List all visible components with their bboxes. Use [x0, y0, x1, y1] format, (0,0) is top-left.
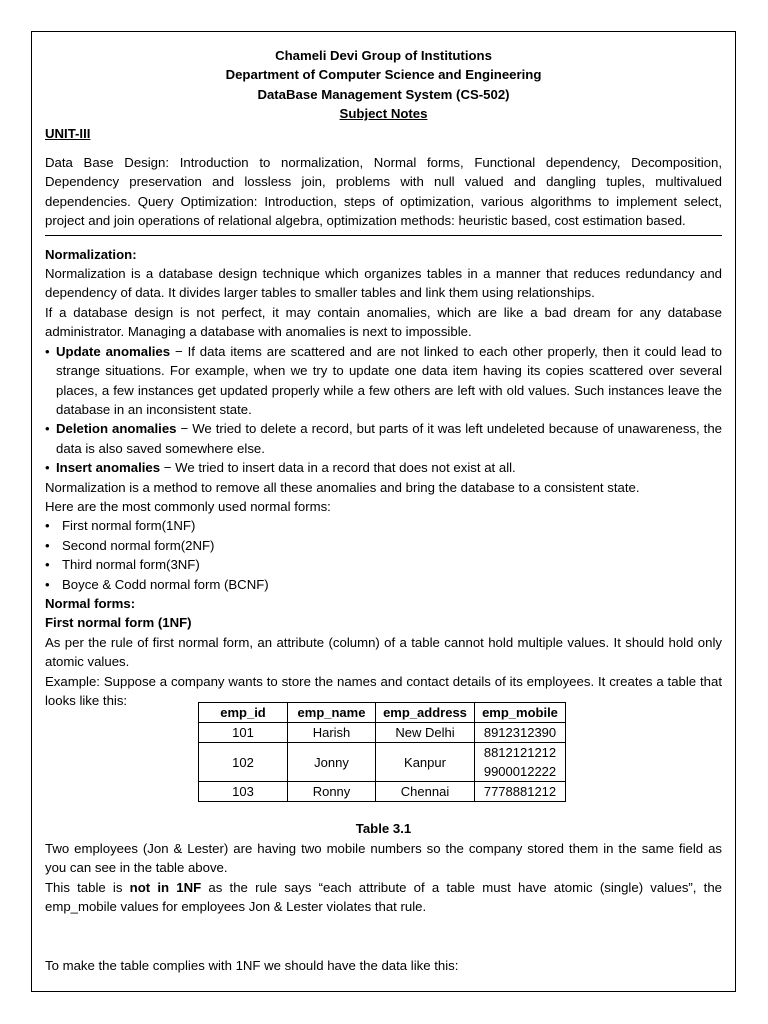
- normal-forms-intro: Here are the most commonly used normal forms:: [45, 498, 331, 514]
- first-nf-heading: First normal form (1NF): [45, 615, 192, 631]
- normal-form-item: • Boyce & Codd normal form (BCNF): [45, 575, 722, 594]
- normalization-intro: Normalization is a database design technique which organizes tables in a manner that reduces redundancy and dependency of data. It divides larger tables to smaller tables and link them using relationships.: [45, 266, 722, 301]
- text-fragment: This table is: [45, 879, 130, 895]
- normal-forms-heading: Normal forms:: [45, 595, 136, 611]
- document-content: [45, 46, 722, 976]
- anomaly-term: Update anomalies: [56, 343, 171, 359]
- mobile-number: 9900012222: [483, 764, 557, 780]
- table-row: [199, 743, 566, 782]
- not-1nf-paragraph: [45, 878, 722, 917]
- table-cell: Kanpur: [376, 743, 475, 782]
- normalization-heading: Normalization:: [45, 246, 137, 262]
- table-cell: 103: [199, 782, 288, 802]
- table-explanation: Two employees (Jon & Lester) are having two mobile numbers so the company stored them in the same field as you can see in the table above.: [45, 840, 722, 876]
- subject-notes-title: Subject Notes: [339, 106, 428, 122]
- anomaly-term: Deletion anomalies: [56, 421, 177, 437]
- normal-form-item: • First normal form(1NF): [45, 516, 722, 535]
- normalization-purpose: Normalization is a method to remove all these anomalies and bring the database to a consistent state.: [45, 479, 640, 495]
- anomaly-term: Insert anomalies: [56, 460, 161, 476]
- normal-form-item: • Second normal form(2NF): [45, 536, 722, 555]
- text-fragment: as the rule says “each attribute of a table must have atomic (single) values”, the emp_mobile values for employees Jon & Lester violates that rule.: [45, 879, 723, 915]
- anomaly-text: − If data items are scattered and are not linked to each other properly, then it could lead to strange situations. For example, when we try to update one data item having its copies scattered over several places, a few instances get updated properly while a few others are left with old values. Such instances leave the database in an inconsistent state.: [56, 343, 722, 417]
- table-row: [199, 782, 566, 802]
- table-cell: 8912312390: [475, 723, 566, 743]
- mobile-number: 8812121212: [483, 745, 557, 761]
- table-cell: 7778881212: [475, 782, 566, 802]
- unit-heading: UNIT-III: [45, 125, 91, 141]
- institution-name: Chameli Devi Group of Institutions: [275, 48, 492, 63]
- column-header: emp_id: [199, 703, 288, 723]
- table-cell: Chennai: [376, 782, 475, 802]
- employee-table: [198, 702, 566, 802]
- anomaly-item-insert: [45, 458, 722, 477]
- comply-1nf-paragraph: To make the table complies with 1NF we should have the data like this:: [45, 958, 459, 974]
- table-header-row: [199, 703, 566, 723]
- table-caption: Table 3.1: [355, 821, 412, 837]
- table-cell: New Delhi: [376, 723, 475, 743]
- course-title: DataBase Management System (CS-502): [257, 86, 510, 102]
- first-nf-rule: As per the rule of first normal form, an attribute (column) of a table cannot hold multiple values. It should hold only atomic values.: [45, 634, 722, 670]
- table-row: [199, 723, 566, 743]
- table-cell: 101: [199, 723, 288, 743]
- table-cell: Ronny: [288, 782, 376, 802]
- column-header: emp_address: [376, 703, 475, 723]
- syllabus-paragraph: Data Base Design: Introduction to normalization, Normal forms, Functional dependency, Decomposition, Dependency preservation and lossless join, problems with null valued and dangling tuples, multivalued dependencies. Query Optimization: Introduction, steps of optimization, various algorithms to implement select, project and join operations of relational algebra, optimization methods: heuristic based, cost estimation based.: [45, 155, 722, 229]
- anomaly-item-deletion: [45, 419, 722, 458]
- table-cell: 102: [199, 743, 288, 782]
- anomaly-text: − We tried to insert data in a record that does not exist at all.: [160, 460, 516, 476]
- table-cell-multi: [475, 743, 566, 782]
- anomaly-item-update: [45, 342, 722, 420]
- first-nf-example: Example: Suppose a company wants to store the names and contact details of its employees. It creates a table that looks like this:: [45, 673, 722, 708]
- table-cell: Harish: [288, 723, 376, 743]
- emphasis-text: not in 1NF: [129, 879, 202, 895]
- normalization-anomalies-intro: If a database design is not perfect, it may contain anomalies, which are like a bad dream for any database administrator. Managing a database with anomalies is next to impossible.: [45, 304, 722, 340]
- document-header: [45, 46, 722, 124]
- column-header: emp_name: [288, 703, 376, 723]
- divider-line: [45, 235, 722, 236]
- table-cell: Jonny: [288, 743, 376, 782]
- department-name: Department of Computer Science and Engineering: [225, 67, 542, 83]
- column-header: emp_mobile: [475, 703, 566, 723]
- anomaly-text: − We tried to delete a record, but parts of it was left undeleted because of unawareness, the data is also saved somewhere else.: [56, 421, 722, 456]
- normal-form-item: • Third normal form(3NF): [45, 555, 722, 574]
